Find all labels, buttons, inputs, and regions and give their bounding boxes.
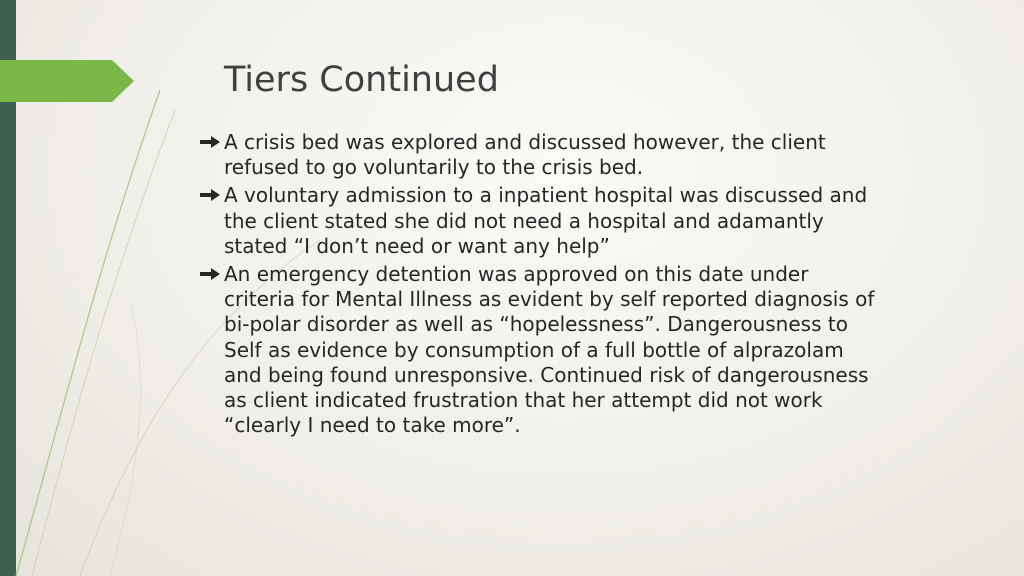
- bullet-item: [200, 130, 880, 180]
- bullet-text: A crisis bed was explored and discussed however, the client refused to go voluntarily to the crisis bed.: [224, 130, 826, 180]
- bullet-item: [200, 262, 880, 438]
- bullet-item: [200, 183, 880, 259]
- arrow-right-icon: [200, 136, 220, 148]
- bullet-text: An emergency detention was approved on this date under criteria for Mental Illness as evident by self reported diagnosis of bi-polar disorder as well as “hopelessness”. Dangerousness to Self as evidence by consumption of a full bottle of alprazolam and being found unresponsive. Continued risk of dangerousness as client indicated frustration that her attempt did not work “clearly I need to take more”.: [224, 262, 875, 438]
- bullet-text: A voluntary admission to a inpatient hospital was discussed and the client stated she did not need a hospital and adamantly stated “I don’t need or want any help”: [224, 183, 868, 258]
- slide-title: Tiers Continued: [224, 60, 499, 100]
- title-arrow-shape: [0, 60, 134, 102]
- bullet-list: [200, 130, 880, 441]
- arrow-right-icon: [200, 189, 220, 201]
- arrow-right-icon: [200, 268, 220, 280]
